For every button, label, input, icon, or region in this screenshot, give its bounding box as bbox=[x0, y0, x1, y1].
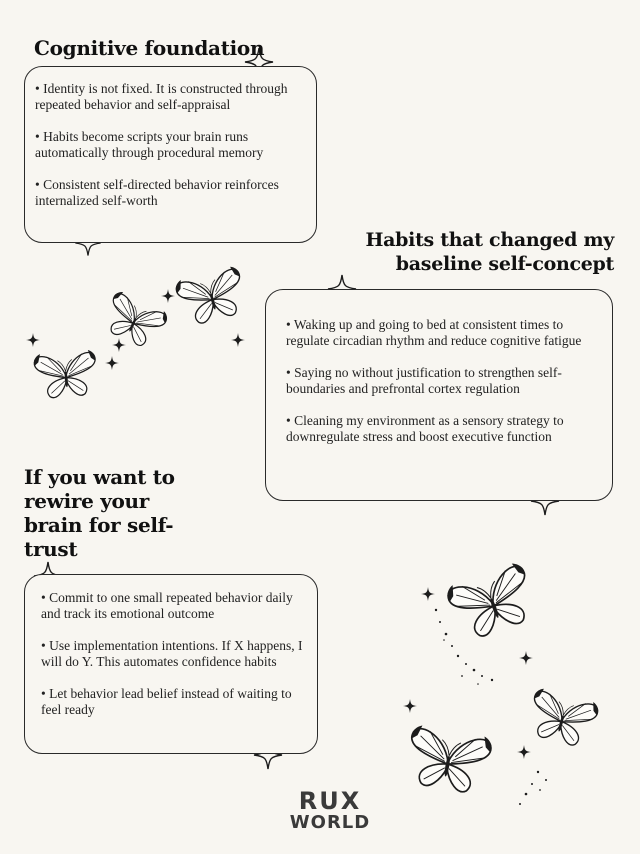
sparkle-icon bbox=[161, 289, 175, 303]
bullet-item: • Habits become scripts your brain runs automatically through procedural memory bbox=[35, 129, 264, 160]
rewire-card bbox=[24, 574, 318, 754]
butterfly-icon bbox=[525, 687, 600, 750]
butterfly-icon bbox=[33, 349, 98, 399]
sparkle-icon bbox=[403, 699, 417, 713]
brand-logo bbox=[278, 787, 382, 834]
bullet-item: • Use implementation intentions. If X happens, I will do Y. This automates confidence habits bbox=[41, 638, 303, 669]
butterfly-icon bbox=[444, 561, 540, 644]
sparkle-icon bbox=[519, 651, 533, 665]
brand-logo-line2: WORLD bbox=[289, 812, 371, 833]
section-title-habits bbox=[354, 228, 614, 276]
cognitive-foundation-card bbox=[24, 66, 317, 243]
section-title-habits-line2: baseline self-concept bbox=[395, 253, 614, 275]
sparkle-icon bbox=[112, 338, 126, 352]
section-title-rewire: If you want to rewire your brain for self-trust bbox=[24, 465, 175, 561]
bullet-item: • Identity is not fixed. It is constructed through repeated behavior and self-appraisal bbox=[35, 81, 288, 112]
bullet-item: • Let behavior lead belief instead of waiting to feel ready bbox=[41, 686, 292, 717]
brand-logo-line1: RUX bbox=[298, 787, 362, 815]
sparkle-icon bbox=[231, 333, 245, 347]
bullet-item: • Commit to one small repeated behavior daily and track its emotional outcome bbox=[41, 590, 293, 621]
habits-card bbox=[265, 289, 613, 501]
sparkle-icon bbox=[105, 356, 119, 370]
bullet-item: • Cleaning my environment as a sensory strategy to downregulate stress and boost executive function bbox=[286, 413, 564, 444]
bullet-item: • Waking up and going to bed at consistent times to regulate circadian rhythm and reduce cognitive fatigue bbox=[286, 317, 582, 348]
sparkle-icon bbox=[26, 333, 40, 347]
sparkle-icon bbox=[421, 587, 435, 601]
section-title-habits-line1: Habits that changed my bbox=[365, 229, 614, 251]
sparkle-icon bbox=[517, 745, 531, 759]
section-title-cognitive-foundation: Cognitive foundation bbox=[34, 36, 265, 60]
butterfly-icon bbox=[100, 289, 170, 351]
butterfly-icon bbox=[404, 724, 494, 796]
butterfly-icon bbox=[174, 265, 249, 328]
bullet-item: • Consistent self-directed behavior reinforces internalized self-worth bbox=[35, 177, 279, 208]
bullet-item: • Saying no without justification to strengthen self-boundaries and prefrontal cortex regulation bbox=[286, 365, 562, 396]
